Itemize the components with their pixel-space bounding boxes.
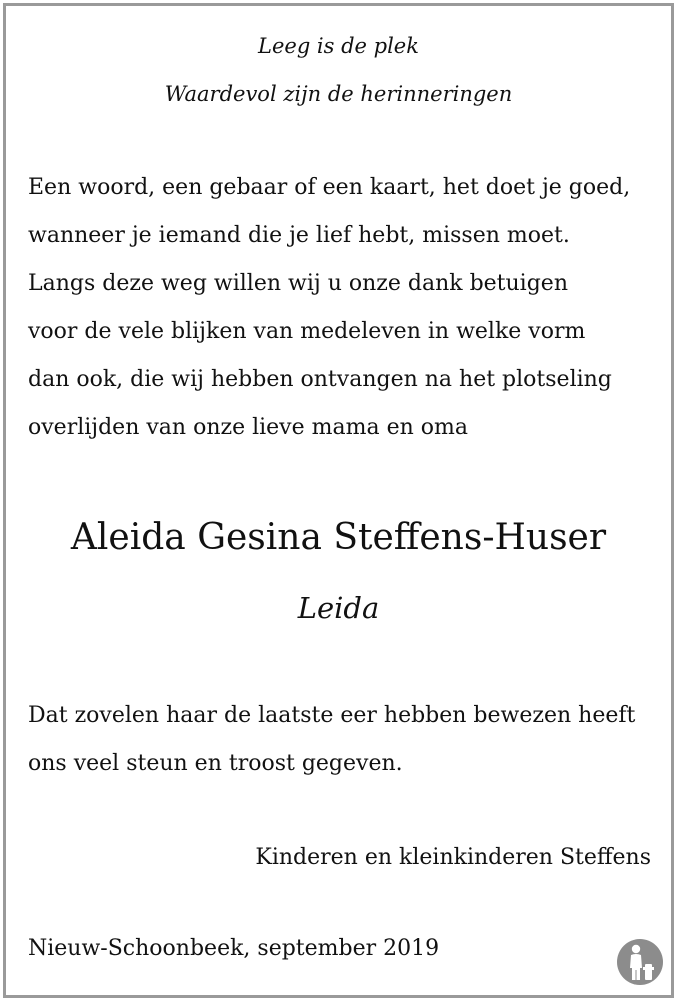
mourning-figure-logo-icon xyxy=(616,938,664,986)
text-line: Dat zovelen haar de laatste eer hebben bewezen heeft xyxy=(28,703,636,728)
deceased-nickname: Leida xyxy=(297,591,380,625)
closing-paragraph xyxy=(28,692,658,788)
motto-line-2: Waardevol zijn de herinneringen xyxy=(164,82,513,106)
text-line: Langs deze weg willen wij u onze dank betuigen xyxy=(28,271,568,296)
place-and-date: Nieuw-Schoonbeek, september 2019 xyxy=(28,936,440,961)
family-signature: Kinderen en kleinkinderen Steffens xyxy=(255,845,651,870)
text-line: overlijden van onze lieve mama en oma xyxy=(28,415,468,440)
text-line: Een woord, een gebaar of een kaart, het doet je goed, xyxy=(28,175,631,200)
text-line: wanneer je iemand die je lief hebt, missen moet. xyxy=(28,223,570,248)
deceased-name: Aleida Gesina Steffens-Huser xyxy=(70,517,607,558)
motto-line-1: Leeg is de plek xyxy=(258,34,419,58)
text-line: ons veel steun en troost gegeven. xyxy=(28,751,403,776)
text-line: dan ook, die wij hebben ontvangen na het plotseling xyxy=(28,367,612,392)
text-line: voor de vele blijken van medeleven in welke vorm xyxy=(28,319,586,344)
thank-you-paragraph xyxy=(28,164,658,452)
